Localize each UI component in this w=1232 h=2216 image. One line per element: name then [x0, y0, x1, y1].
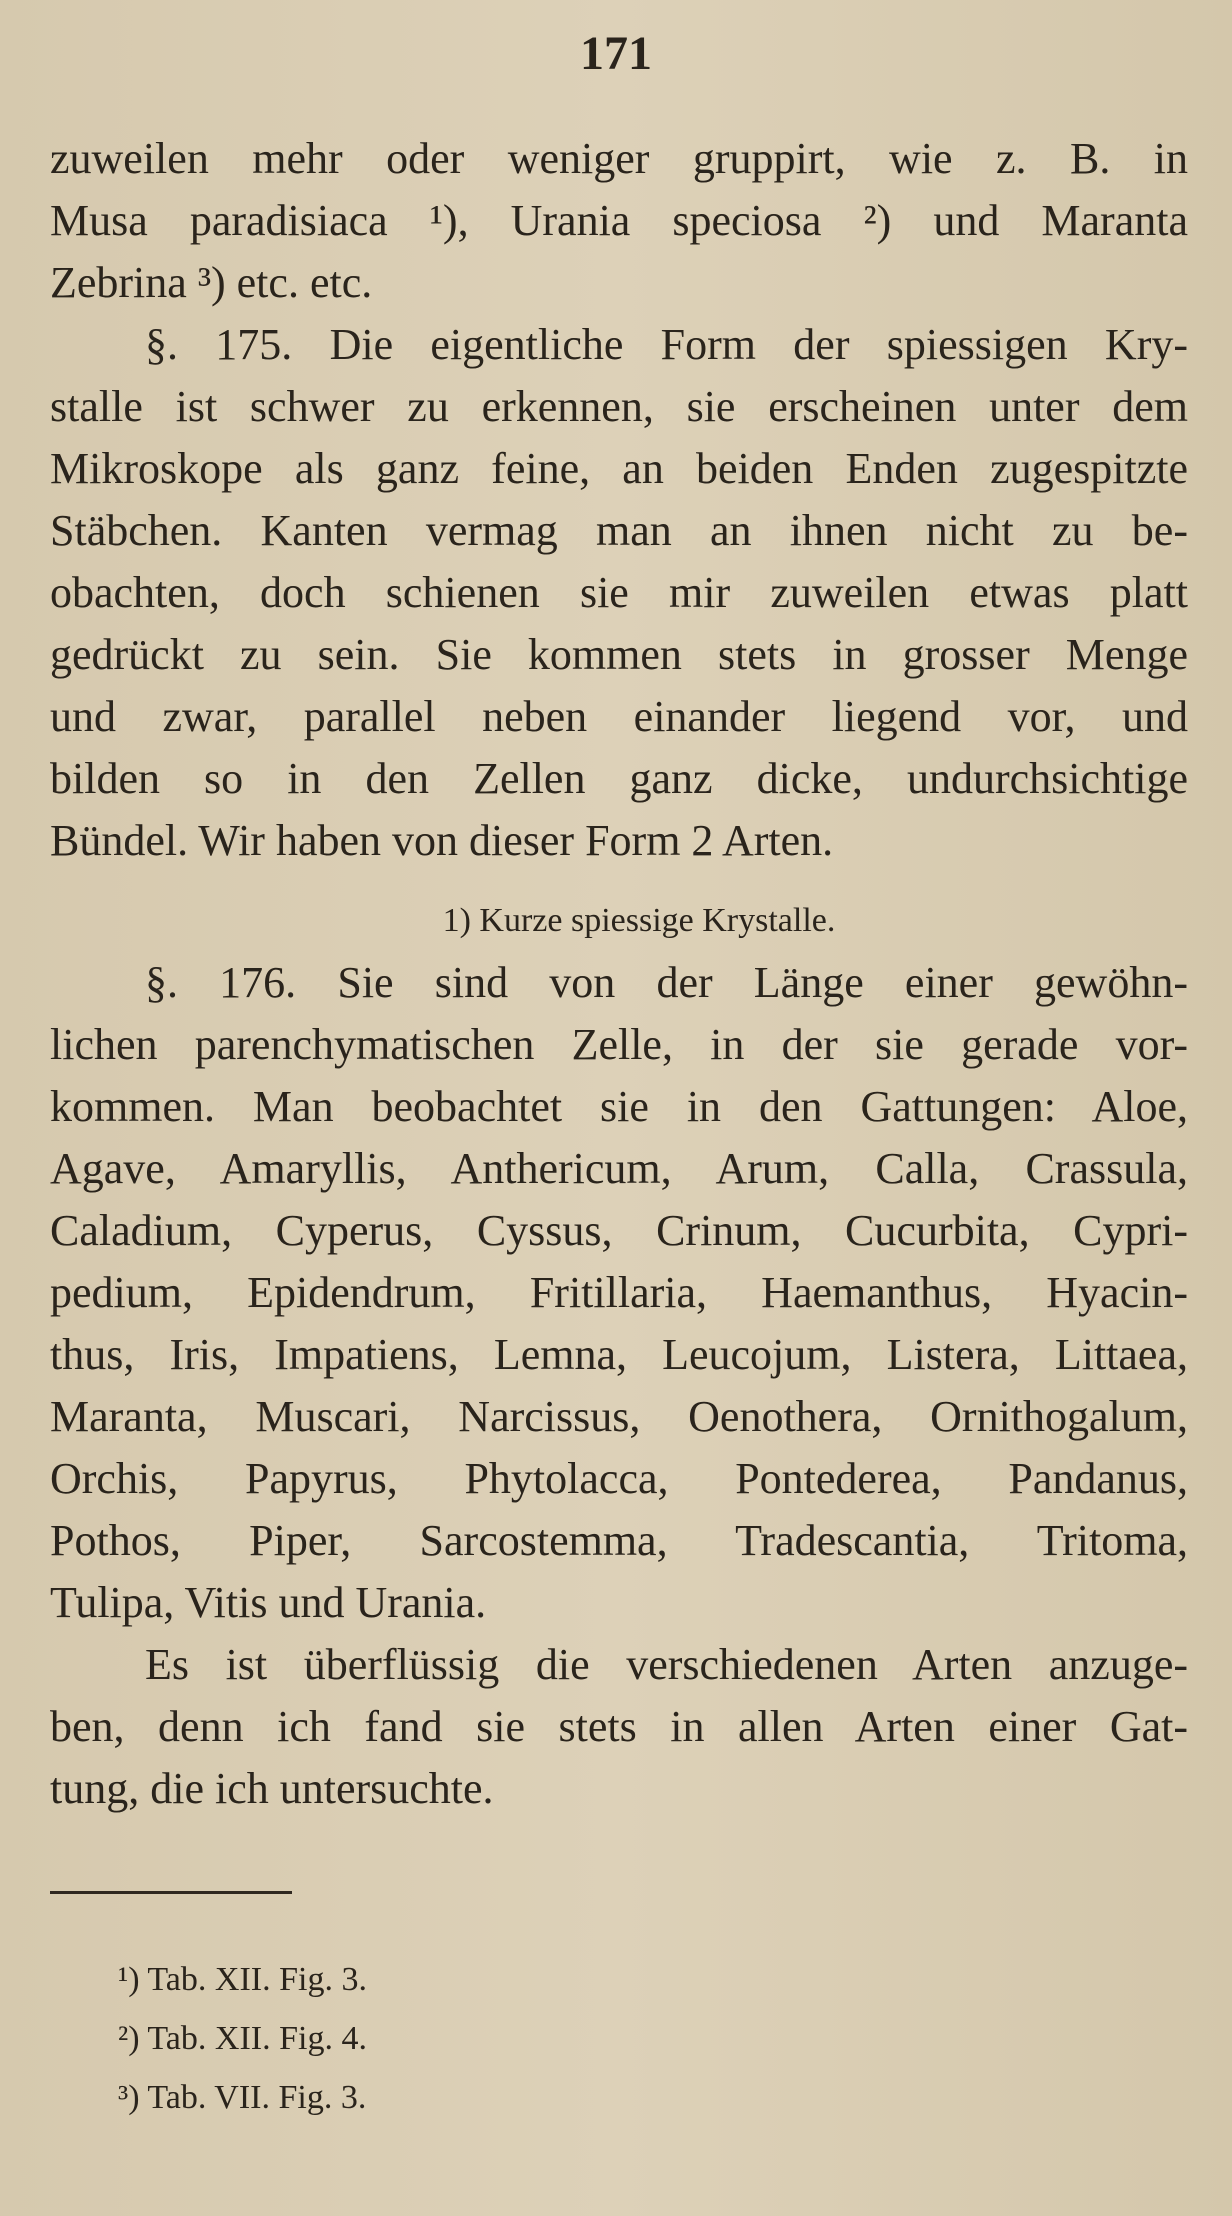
page-number: 171: [580, 27, 652, 80]
text-line: Zebrina ³) etc. etc.: [50, 258, 373, 307]
footnote-2: ²) Tab. XII. Fig. 4.: [118, 2020, 367, 2057]
footnote-1: ¹) Tab. XII. Fig. 3.: [118, 1961, 367, 1998]
paragraph-start: Es ist überflüssig die verschiedenen Arten anzuge-: [145, 1640, 1188, 1689]
text-line: Bündel. Wir haben von dieser Form 2 Arten.: [50, 816, 834, 865]
text-line: zuweilen mehr oder weniger gruppirt, wie z. B. in: [50, 134, 1188, 183]
text-line: Orchis, Papyrus, Phytolacca, Pontederea, Pandanus,: [50, 1454, 1188, 1503]
text-line: kommen. Man beobachtet sie in den Gattungen: Aloe,: [50, 1082, 1188, 1131]
text-line: pedium, Epidendrum, Fritillaria, Haemanthus, Hyacin-: [50, 1268, 1188, 1317]
text-line: bilden so in den Zellen ganz dicke, undurchsichtige: [50, 754, 1188, 803]
text-line: Agave, Amaryllis, Anthericum, Arum, Calla, Crassula,: [50, 1144, 1188, 1193]
footnotes: [118, 1950, 367, 2127]
text-line: lichen parenchymatischen Zelle, in der sie gerade vor-: [50, 1020, 1188, 1069]
text-line: thus, Iris, Impatiens, Lemna, Leucojum, Listera, Littaea,: [50, 1330, 1188, 1379]
text-line: gedrückt zu sein. Sie kommen stets in grosser Menge: [50, 630, 1188, 679]
text-line: Mikroskope als ganz feine, an beiden Enden zugespitzte: [50, 444, 1188, 493]
text-line: Stäbchen. Kanten vermag man an ihnen nicht zu be-: [50, 506, 1188, 555]
text-line: Pothos, Piper, Sarcostemma, Tradescantia, Tritoma,: [50, 1516, 1188, 1565]
text-line: Tulipa, Vitis und Urania.: [50, 1578, 487, 1627]
text-line: Caladium, Cyperus, Cyssus, Crinum, Cucurbita, Cypri-: [50, 1206, 1188, 1255]
text-line: obachten, doch schienen sie mir zuweilen etwas platt: [50, 568, 1188, 617]
footnote-rule: [50, 1891, 292, 1894]
paragraph-176-start: §. 176. Sie sind von der Länge einer gewöhn-: [145, 958, 1188, 1007]
text-line: und zwar, parallel neben einander liegend vor, und: [50, 692, 1188, 741]
paragraph-175-start: §. 175. Die eigentliche Form der spiessigen Kry-: [145, 320, 1188, 369]
text-line: ben, denn ich fand sie stets in allen Arten einer Gat-: [50, 1702, 1188, 1751]
text-line: stalle ist schwer zu erkennen, sie erscheinen unter dem: [50, 382, 1188, 431]
text-line: tung, die ich untersuchte.: [50, 1764, 494, 1813]
section-heading: 1) Kurze spiessige Krystalle.: [442, 902, 836, 939]
footnote-3: ³) Tab. VII. Fig. 3.: [118, 2079, 367, 2116]
text-line: Musa paradisiaca ¹), Urania speciosa ²) und Maranta: [50, 196, 1188, 245]
body-text: [50, 128, 1188, 1820]
text-line: Maranta, Muscari, Narcissus, Oenothera, Ornithogalum,: [50, 1392, 1188, 1441]
